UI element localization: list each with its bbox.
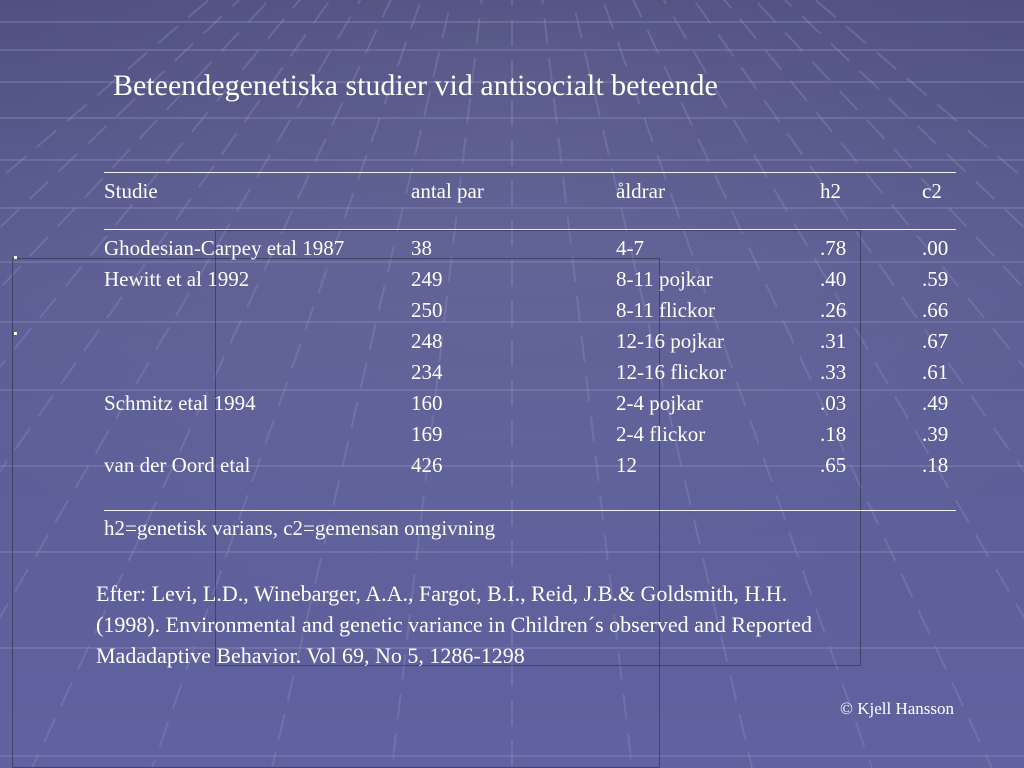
cell-c2: .66 (922, 298, 949, 322)
cell-h2: .31 (820, 329, 847, 353)
cell-ages: 2-4 flickor (616, 422, 706, 446)
cell-h2: .33 (820, 360, 847, 384)
table-row (104, 326, 956, 357)
header-h2: h2 (820, 179, 841, 203)
table-row (104, 233, 956, 264)
header-study: Studie (104, 179, 158, 203)
cell-c2: .59 (922, 267, 949, 291)
slide-title: Beteendegenetiska studier vid antisocialt beteende (113, 69, 718, 102)
table-bottom-rule (104, 510, 956, 511)
header-ages: åldrar (616, 179, 665, 203)
table-row (104, 357, 956, 388)
cell-ages: 8-11 pojkar (616, 267, 713, 291)
table-footnote: h2=genetisk varians, c2=gemensan omgivning (104, 516, 496, 540)
cell-ages: 12-16 pojkar (616, 329, 724, 353)
cell-study: Ghodesian-Carpey etal 1987 (104, 236, 345, 260)
table-row (104, 264, 956, 295)
cell-c2: .49 (922, 391, 949, 415)
cell-pairs: 160 (411, 391, 443, 415)
table-top-rule (104, 172, 956, 173)
table-row (104, 419, 956, 450)
table-header-row (104, 176, 956, 207)
cell-study: van der Oord etal (104, 453, 251, 477)
cell-study: Schmitz etal 1994 (104, 391, 256, 415)
cell-ages: 8-11 flickor (616, 298, 715, 322)
cell-pairs: 248 (411, 329, 443, 353)
cell-pairs: 250 (411, 298, 443, 322)
cell-h2: .40 (820, 267, 847, 291)
cell-h2: .78 (820, 236, 847, 260)
cell-pairs: 169 (411, 422, 443, 446)
cell-ages: 4-7 (616, 236, 644, 260)
cell-pairs: 426 (411, 453, 443, 477)
cell-ages: 12-16 flickor (616, 360, 727, 384)
cell-h2: .18 (820, 422, 847, 446)
copyright-notice: © Kjell Hansson (840, 699, 954, 718)
table-row (104, 450, 956, 481)
cell-h2: .26 (820, 298, 847, 322)
cell-ages: 2-4 pojkar (616, 391, 703, 415)
citation-line: (1998). Environmental and genetic variance in Children´s observed and Reported (96, 612, 812, 637)
header-c2: c2 (922, 179, 942, 203)
cell-c2: .67 (922, 329, 949, 353)
cell-c2: .39 (922, 422, 949, 446)
decorative-dot (14, 256, 17, 259)
cell-c2: .18 (922, 453, 949, 477)
table-row (104, 295, 956, 326)
cell-study: Hewitt et al 1992 (104, 267, 250, 291)
cell-pairs: 234 (411, 360, 443, 384)
cell-pairs: 249 (411, 267, 443, 291)
citation (96, 578, 956, 671)
table-row (104, 388, 956, 419)
citation-line: Efter: Levi, L.D., Winebarger, A.A., Fargot, B.I., Reid, J.B.& Goldsmith, H.H. (96, 581, 788, 606)
cell-h2: .65 (820, 453, 847, 477)
cell-ages: 12 (616, 453, 637, 477)
cell-c2: .61 (922, 360, 949, 384)
decorative-dot (14, 332, 17, 335)
cell-pairs: 38 (411, 236, 432, 260)
studies-table (104, 150, 956, 544)
cell-c2: .00 (922, 236, 949, 260)
table-header-rule (104, 229, 956, 230)
header-pairs: antal par (411, 179, 484, 203)
cell-h2: .03 (820, 391, 847, 415)
citation-line: Madadaptive Behavior. Vol 69, No 5, 1286-1298 (96, 643, 525, 668)
